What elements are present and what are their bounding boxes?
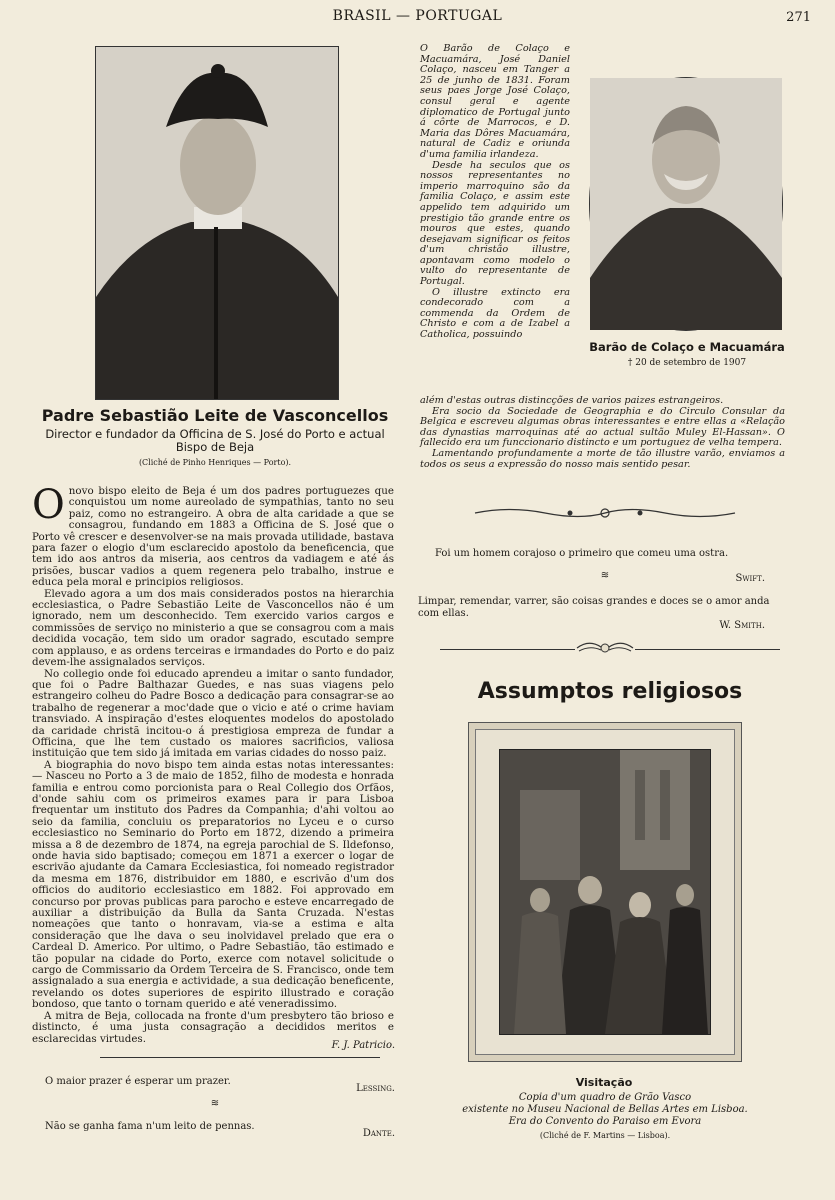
article-paragraph: além d'estas outras distincções de varios paizes estrangeiros.	[420, 395, 724, 406]
article-barao-colaco-narrow	[420, 44, 570, 394]
painting-caption-title: Visitação	[575, 1076, 633, 1089]
quote-author: Dante.	[362, 1128, 395, 1139]
article-barao-colaco-wide	[420, 396, 785, 490]
quote-author: Lessing.	[356, 1083, 395, 1094]
portrait-caption-death-date: † 20 de setembro de 1907	[627, 358, 747, 368]
quote-text: Foi um homem corajoso o primeiro que comeu uma ostra.	[435, 548, 729, 559]
portrait-caption-name: Padre Sebastião Leite de Vasconcellos	[41, 406, 389, 425]
article-padre-sebastiao	[32, 482, 394, 1045]
ornament-icon: ≋	[210, 1098, 220, 1109]
running-title: BRASIL — PORTUGAL	[332, 8, 503, 24]
quote-author: Swift.	[735, 573, 765, 584]
painting-photo-credit: (Cliché de F. Martins — Lisboa).	[539, 1131, 671, 1140]
article-paragraph: A mitra de Beja, collocada na fronte d'um presbytero tão brioso e distincto, é uma justa consagração a decididos meritos e esclarecidas virtudes.	[32, 1009, 394, 1045]
painting-caption-line: Era do Convento do Paraiso em Evora	[508, 1116, 702, 1127]
section-heading: Assumptos religiosos	[477, 679, 743, 704]
article-paragraph: O Barão de Colaço e Macuamára, José Daniel Colaço, nasceu em Tanger a 25 de junho de 1831. Foram seus paes Jorge José Colaço, consul geral e agente diplomatico de Portugal junto á côrte de Marrocos, e D. Maria das Dôres Macuamára, natural de Cadiz e oriunda d'uma familia irlandeza.	[420, 43, 570, 160]
portrait-photo-padre-sebastiao	[95, 46, 339, 400]
portrait-silhouette	[96, 47, 338, 399]
floral-divider-icon	[470, 504, 740, 522]
painting-reproduction-visitacao	[468, 722, 742, 1062]
portrait-photo-barao-colaco	[589, 77, 783, 331]
painting-image	[499, 749, 711, 1035]
article-paragraph: No collegio onde foi educado aprendeu a imitar o santo fundador, que foi o Padre Balthazar Guedes, e nas suas viagens pelo estrangeiro colheu do Padre Bosco a dedicação para consagrar-se ao trabalho de regenerar a moc'dade que o vicio e até o crime haviam transviado. A inspiração d'estes eloquentes modelos do apostolado da caridade christã incitou-o á prestigiosa empreza de fundar a Officina, que lhe tem custado os maiores sacrificios, valiosa instituição que tem sido já imitada em varias cidades do nosso paiz.	[32, 667, 394, 760]
divider-rule	[100, 1057, 380, 1058]
article-paragraph: O illustre extincto era condecorado com a commenda da Ordem de Christo e com a de Izabel a Catholica, possuindo	[420, 286, 570, 341]
painting-caption-line: Copia d'um quadro de Grão Vasco	[518, 1092, 692, 1103]
portrait-silhouette	[590, 78, 782, 330]
article-paragraph: Era socio da Sociedade de Geographia e do Circulo Consular da Belgica e escreveu algumas obras interessantes e entre ellas a «Relação das dynastias marroquinas até ao actual sultão Muley El-Hassan». O fallecido era um funccionario distincto e um portuguez de velha tempera.	[420, 405, 785, 449]
quote-text: Não se ganha fama n'um leito de pennas.	[45, 1121, 255, 1132]
article-paragraph: A biographia do novo bispo tem ainda estas notas interessantes: — Nasceu no Porto a 3 de maio de 1852, filho de modesta e honrada familia e entrou como porcionista para o Real Collegio dos Orfãos, d'onde sahiu com os primeiros exames para ir para Lisboa frequentar um instituto dos Padres da Companhia; d'ahi voltou ao seio da familia, concluiu os preparatorios no Lyceu e o curso ecclesiastico no Seminario do Porto em 1872, dizendo a primeira missa a 8 de dezembro de 1874, na egreja parochial de S. Ildefonso, onde havia sido baptisado; começou em 1871 a exercer o logar de escrivão ajudante da Camara Ecclesiastica, foi nomeado registrador da mesma em 1876, distribuidor em 1880, e escrivão d'um dos officios do auditorio ecclesiastico em 1882. Foi approvado em concurso por provas publicas para parocho e esteve encarregado de auxiliar a distribuição da Bulla da Santa Cruzada. N'estas nomeações que tanto o honravam, via-se a estima e alta consideração que lhe dava o seu inolvidavel prelado que era o Cardeal D. Americo. Por ultimo, o Padre Sebastião, tão estimado e tão popular na cidade do Porto, exerce com notavel solicitude o cargo de Commissario da Ordem Terceira de S. Francisco, onde tem assignalado a sua energia e actividade, a sua dedicação beneficente, revelando os dotes superiores de espirito illustrado e coração bondoso, que tanto o tornam querido e até veneradissimo.	[32, 758, 394, 1011]
quote-author: W. Smith.	[719, 620, 765, 631]
portrait-caption-role: Director e fundador da Officina de S. José do Porto e actual Bispo de Beja	[45, 427, 385, 454]
article-paragraph: novo bispo eleito de Beja é um dos padres portuguezes que conquistou um nome aureolado de sympathias, tanto no seu paiz, como no estrangeiro. A obra de alta caridade a que se consagrou, fundando em 1883 a Officina de S. José que o Porto vê crescer e desenvolver-se na mais provada utilidade, bastava para fazer o elogio d'um esclarecido apostolo da beneficencia, que tem ido aos antros da miseria, aos centros da vadiagem e até ás prisões, buscar vadios a quem regenera pelo trabalho, instrue e educa pela moral e principios religiosos.	[32, 485, 394, 589]
portrait-caption-name: Barão de Colaço e Macuamára	[589, 340, 785, 354]
quote-text: Limpar, remendar, varrer, são coisas grandes e doces se o amor anda com ellas.	[418, 596, 770, 619]
ornament-icon: ≋	[600, 570, 610, 581]
article-signature: F. J. Patricio.	[331, 1040, 395, 1051]
painting-caption-subtitle	[420, 1092, 790, 1128]
painting-caption-line: existente no Museu Nacional de Bellas Artes em Lisboa.	[462, 1104, 748, 1115]
winged-angel-icon	[575, 639, 635, 661]
article-paragraph: Elevado agora a um dos mais considerados postos na hierarchia ecclesiastica, o Padre Sebastião Leite de Vasconcellos não é um ignorado, nem um desconhecido. Tem exercido varios cargos e commissões de serviço no ministerio a que se consagrou com a mais decidida vocação, tem sido um orador sagrado, escutado sempre com applauso, e as ordens terceiras e irmandades do Porto e do paiz devem-lhe assignalados serviços.	[32, 587, 394, 669]
quote-text: O maior prazer é esperar um prazer.	[45, 1076, 231, 1087]
article-paragraph: Desde ha seculos que os nossos representantes no imperio marroquino são da familia Colaço, e assim este appelido tem adquirido um prestigio tão grande entre os mouros que estes, quando desejavam significar os feitos d'um christão illustre, apontavam como modelo o vulto do representante de Portugal.	[420, 159, 570, 288]
article-paragraph: Lamentando profundamente a morte de tão illustre varão, enviamos a todos os seus a expressão do nosso mais sentido pesar.	[420, 447, 785, 470]
page-number: 271	[786, 10, 811, 25]
drop-cap: O	[32, 482, 65, 528]
page-header	[0, 8, 835, 28]
portrait-photo-credit: (Cliché de Pinho Henriques — Porto).	[138, 458, 292, 467]
